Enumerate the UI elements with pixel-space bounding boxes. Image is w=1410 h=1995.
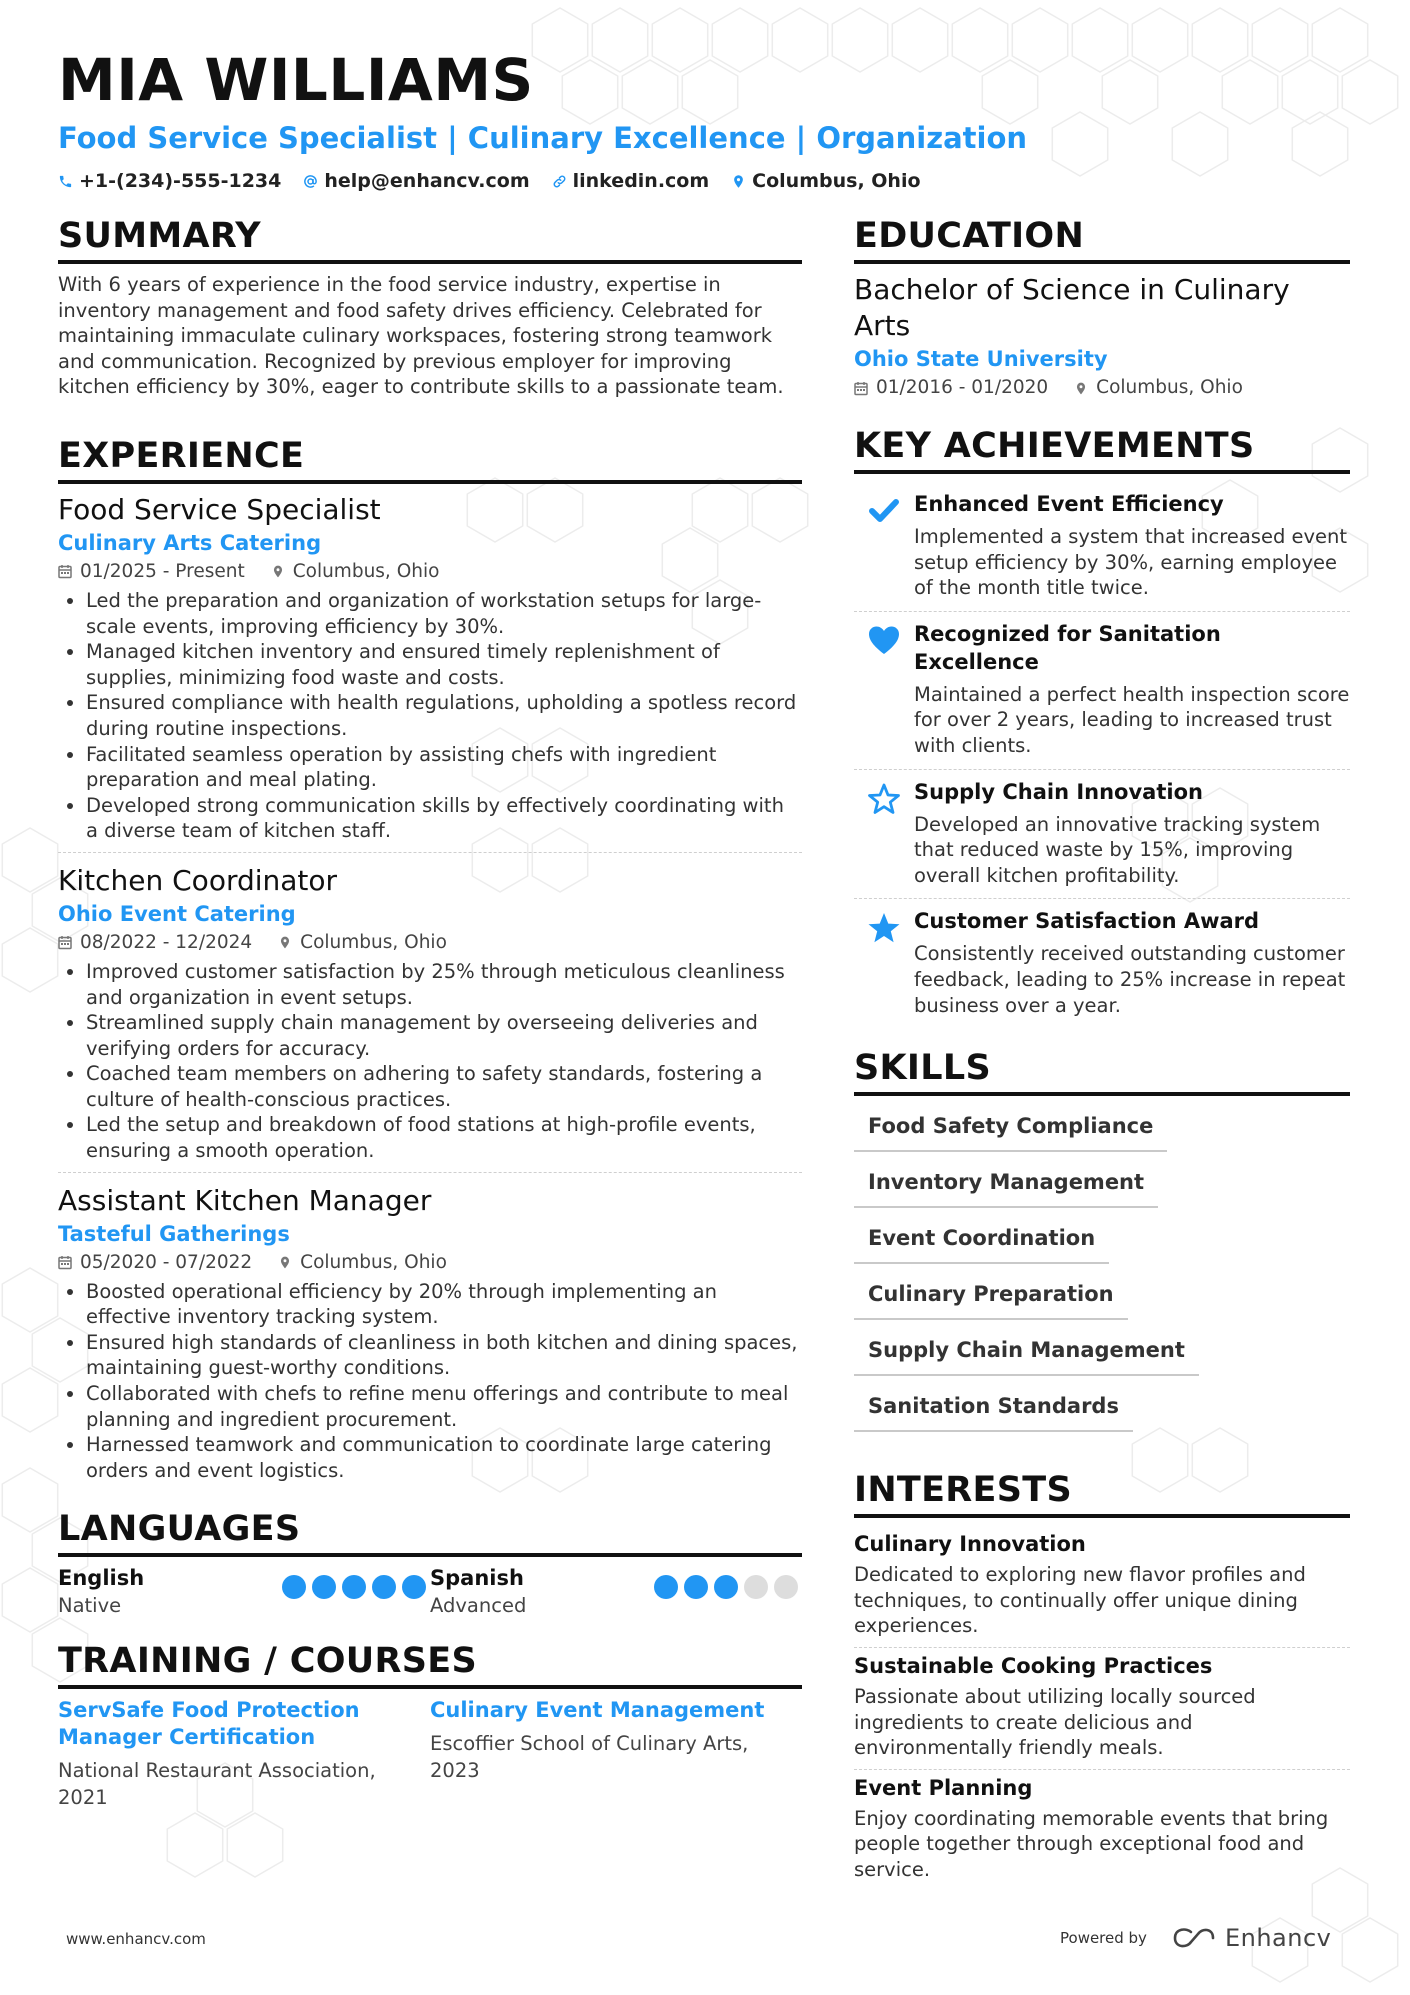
courses-list [58, 1697, 802, 1811]
bullet-item: • Collaborated with chefs to refine menu offerings and contribute to meal planning and ingredient procurement. [86, 1381, 802, 1432]
footer-website[interactable]: www.enhancv.com [66, 1930, 206, 1948]
job-location-text: Columbus, Ohio [300, 931, 447, 953]
skill-tag: Sanitation Standards [854, 1384, 1133, 1432]
training-section [58, 1639, 802, 1811]
job-title: Assistant Kitchen Manager [58, 1183, 432, 1217]
proficiency-dots [282, 1575, 426, 1619]
resume-header [58, 44, 1358, 194]
skill-tag: Food Safety Compliance [854, 1104, 1167, 1152]
skills-list [854, 1104, 1350, 1440]
job-location [271, 558, 440, 586]
bullet-item: • Facilitated seamless operation by assisting chefs with ingredient preparation and meal plating. [86, 742, 802, 793]
job-location [278, 929, 447, 957]
brand-name: Enhancv [1224, 1924, 1332, 1952]
school-name: Ohio State University [854, 347, 1108, 371]
job-bullets [58, 959, 802, 1164]
job-entry [58, 1183, 802, 1492]
calendar-icon [58, 564, 72, 579]
achievement-text: Maintained a perfect health inspection score for over 2 years, leading to increased trust with clients. [914, 682, 1350, 757]
proficiency-dot-filled [342, 1575, 366, 1599]
achievement-item [854, 612, 1350, 770]
achievement-title: Supply Chain Innovation [914, 779, 1203, 804]
education-section [854, 214, 1350, 402]
course-provider: National Restaurant Association, 2021 [58, 1759, 376, 1810]
interest-title: Culinary Innovation [854, 1532, 1086, 1557]
right-column [854, 214, 1350, 1890]
experience-section [58, 434, 802, 1491]
bullet-item: • Streamlined supply chain management by overseeing deliveries and verifying orders for accuracy. [86, 1010, 802, 1061]
languages-heading: LANGUAGES [58, 1507, 802, 1557]
company-name: Ohio Event Catering [58, 901, 296, 926]
enhancv-logo-icon [1171, 1926, 1217, 1950]
skill-tag: Inventory Management [854, 1160, 1158, 1208]
footer-branding [1060, 1924, 1331, 1952]
experience-heading: EXPERIENCE [58, 434, 802, 484]
job-location [278, 1249, 447, 1277]
achievement-title: Enhanced Event Efficiency [914, 492, 1224, 516]
bullet-item: • Led the preparation and organization of workstation setups for large-scale events, improving efficiency by 30%. [86, 588, 802, 639]
achievement-text: Consistently received outstanding customer feedback, leading to 25% increase in repeat business over a year. [914, 942, 1346, 1017]
job-meta [58, 558, 802, 586]
company-name: Tasteful Gatherings [58, 1221, 290, 1246]
proficiency-dot-filled [372, 1575, 396, 1599]
course-provider: Escoffier School of Culinary Arts, 2023 [430, 1732, 749, 1783]
job-dates [58, 558, 245, 586]
bullet-item: • Ensured compliance with health regulations, upholding a spotless record during routine inspections. [86, 690, 802, 741]
calendar-icon [58, 935, 72, 950]
skills-section [854, 1046, 1350, 1440]
linkedin-link[interactable]: linkedin.com [572, 170, 710, 192]
language-level: Advanced [430, 1594, 527, 1618]
language-name: English [58, 1566, 145, 1591]
job-dates-text: 01/2025 - Present [80, 560, 245, 582]
summary-heading: SUMMARY [58, 214, 802, 264]
proficiency-dot-filled [402, 1575, 426, 1599]
email-address[interactable]: help@enhancv.com [324, 170, 530, 192]
achievement-item [854, 482, 1350, 612]
bullet-item: • Coached team members on adhering to safety standards, fostering a culture of health-conscious practices. [86, 1061, 802, 1112]
job-location-text: Columbus, Ohio [300, 1251, 447, 1273]
proficiency-dot-filled [714, 1575, 738, 1599]
interest-item [854, 1770, 1350, 1891]
course-item [58, 1697, 430, 1811]
bullet-item: • Boosted operational efficiency by 20% through implementing an effective inventory tracking system. [86, 1279, 802, 1330]
powered-by-label: Powered by [1060, 1929, 1147, 1947]
achievement-title: Customer Satisfaction Award [914, 909, 1260, 934]
education-location-text: Columbus, Ohio [1096, 377, 1243, 398]
star-outline-icon [867, 782, 901, 816]
contact-phone [58, 168, 281, 194]
job-meta [58, 1249, 802, 1277]
proficiency-dot-empty [774, 1575, 798, 1599]
achievement-item [854, 770, 1350, 900]
education-dates-text: 01/2016 - 01/2020 [876, 377, 1049, 398]
interest-title: Event Planning [854, 1775, 1033, 1800]
course-title: Culinary Event Management [430, 1698, 765, 1723]
achievement-text: Implemented a system that increased event setup efficiency by 30%, earning employee of the month title twice. [914, 525, 1348, 600]
education-meta [854, 374, 1350, 402]
job-bullets [58, 588, 802, 844]
achievements-section [854, 424, 1350, 1028]
proficiency-dot-empty [744, 1575, 768, 1599]
language-name: Spanish [430, 1566, 524, 1591]
heart-icon [867, 624, 901, 658]
star-icon [867, 911, 901, 945]
job-dates [58, 1249, 252, 1277]
interests-heading: INTERESTS [854, 1468, 1350, 1518]
achievements-heading: KEY ACHIEVEMENTS [854, 424, 1350, 474]
job-entry [58, 863, 802, 1173]
language-item [430, 1565, 802, 1619]
skill-tag: Culinary Preparation [854, 1272, 1128, 1320]
link-icon [552, 174, 567, 189]
left-column [58, 214, 802, 1811]
language-level: Native [58, 1594, 122, 1618]
location-pin-icon [731, 174, 746, 189]
job-dates-text: 08/2022 - 12/2024 [80, 931, 253, 953]
summary-section [58, 214, 802, 400]
proficiency-dot-filled [684, 1575, 708, 1599]
company-name: Culinary Arts Catering [58, 530, 322, 555]
at-icon [303, 174, 318, 189]
interest-item [854, 1526, 1350, 1648]
achievement-text: Developed an innovative tracking system that reduced waste by 15%, improving overall kitchen profitability. [914, 812, 1321, 887]
job-entry [58, 492, 802, 853]
phone-icon [58, 174, 73, 189]
interest-text: Passionate about utilizing locally sourced ingredients to create delicious and environmentally friendly meals. [854, 1684, 1256, 1760]
bullet-item: • Improved customer satisfaction by 25% through meticulous cleanliness and organization in event setups. [86, 959, 802, 1010]
job-location-text: Columbus, Ohio [292, 560, 440, 582]
skill-tag: Event Coordination [854, 1216, 1109, 1264]
job-title: Food Service Specialist [58, 492, 381, 526]
contact-email[interactable] [303, 168, 529, 194]
skills-heading: SKILLS [854, 1046, 1350, 1096]
candidate-tagline: Food Service Specialist | Culinary Excellence | Organization [58, 121, 1028, 155]
brand-logo[interactable] [1171, 1924, 1331, 1952]
job-title: Kitchen Coordinator [58, 863, 338, 897]
language-item [58, 1565, 430, 1619]
location-pin-icon [278, 1255, 292, 1270]
interests-section [854, 1468, 1350, 1890]
proficiency-dots [654, 1575, 798, 1619]
education-dates [854, 374, 1048, 402]
bullet-item: • Managed kitchen inventory and ensured timely replenishment of supplies, minimizing food waste and costs. [86, 639, 802, 690]
languages-list [58, 1565, 802, 1619]
calendar-icon [854, 381, 868, 396]
interest-text: Dedicated to exploring new flavor profiles and techniques, to continually offer unique dining experiences. [854, 1563, 1306, 1638]
summary-text: With 6 years of experience in the food service industry, expertise in inventory management and food safety drives efficiency. Celebrated for maintaining immaculate culinary workspaces, fostering strong teamwork and communication. Recognized by previous employer for improving kitchen efficiency by 30%, eager to contribute skills to a passionate team. [58, 273, 784, 399]
skill-tag: Supply Chain Management [854, 1328, 1199, 1376]
proficiency-dot-filled [654, 1575, 678, 1599]
bullet-item: • Harnessed teamwork and communication to coordinate large catering orders and event logistics. [86, 1432, 802, 1483]
contact-info [58, 168, 1358, 194]
degree-title: Bachelor of Science in Culinary Arts [854, 273, 1290, 342]
bullet-item: • Ensured high standards of cleanliness in both kitchen and dining spaces, maintaining guest-worthy conditions. [86, 1330, 802, 1381]
achievement-item [854, 899, 1350, 1028]
education-location [1074, 374, 1243, 402]
interest-item [854, 1648, 1350, 1770]
phone-number: +1-(234)-555-1234 [79, 170, 282, 192]
contact-location [731, 168, 920, 194]
languages-section [58, 1507, 802, 1619]
location-pin-icon [271, 564, 285, 579]
location-pin-icon [278, 935, 292, 950]
location-pin-icon [1074, 381, 1088, 396]
training-heading: TRAINING / COURSES [58, 1639, 802, 1689]
bullet-item: • Led the setup and breakdown of food stations at high-profile events, ensuring a smooth operation. [86, 1112, 802, 1163]
course-item [430, 1697, 802, 1811]
calendar-icon [58, 1255, 72, 1270]
course-title: ServSafe Food Protection Manager Certification [58, 1698, 360, 1750]
proficiency-dot-filled [312, 1575, 336, 1599]
job-bullets [58, 1279, 802, 1484]
bullet-item: • Developed strong communication skills by effectively coordinating with a diverse team of kitchen staff. [86, 793, 802, 844]
job-meta [58, 929, 802, 957]
job-dates-text: 05/2020 - 07/2022 [80, 1251, 253, 1273]
checkmark-icon [867, 494, 901, 528]
education-heading: EDUCATION [854, 214, 1350, 264]
interest-text: Enjoy coordinating memorable events that bring people together through exceptional food and service. [854, 1806, 1329, 1881]
interest-title: Sustainable Cooking Practices [854, 1653, 1213, 1678]
contact-linkedin[interactable] [552, 168, 710, 194]
achievement-title: Recognized for Sanitation Excellence [914, 621, 1221, 674]
proficiency-dot-filled [282, 1575, 306, 1599]
job-dates [58, 929, 252, 957]
location-text: Columbus, Ohio [752, 170, 921, 192]
candidate-name: MIA WILLIAMS [58, 46, 534, 114]
